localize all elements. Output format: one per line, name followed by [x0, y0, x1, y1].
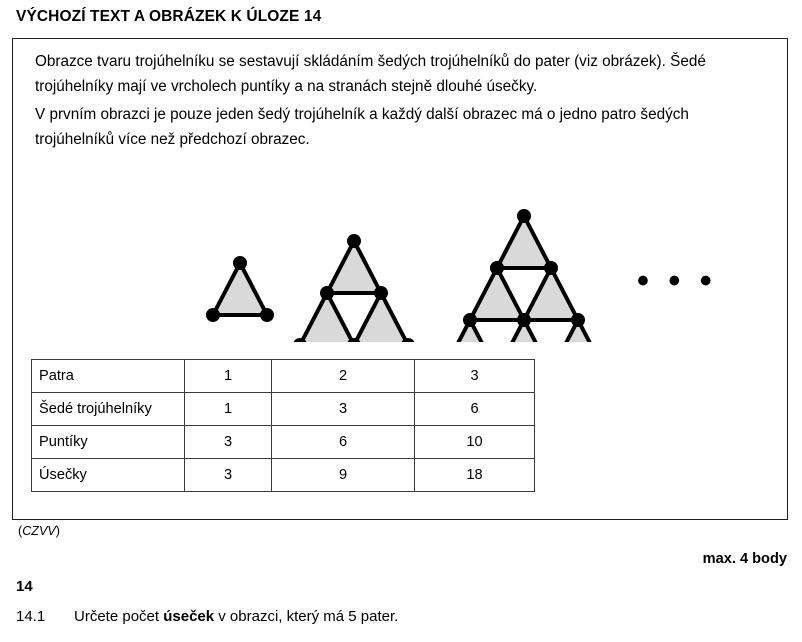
- row-value: 2: [272, 360, 415, 393]
- stimulus-paragraph-2: V prvním obrazci je pouze jeden šedý trojúhelník a každý další obrazec má o jedno patro šedých trojúhelníků více než předchozí obrazec.: [35, 106, 689, 148]
- vertex-dot: [463, 313, 477, 327]
- sequence-table: [31, 359, 535, 492]
- vertex-dot: [347, 234, 361, 248]
- gray-triangle: [497, 216, 551, 268]
- vertex-dot: [517, 209, 531, 223]
- row-value: 3: [415, 360, 535, 393]
- row-value: 9: [272, 459, 415, 492]
- row-value: 6: [272, 426, 415, 459]
- row-value: 6: [415, 393, 535, 426]
- table-row: [32, 459, 535, 492]
- table-row: [32, 426, 535, 459]
- row-value: 3: [272, 393, 415, 426]
- gray-triangle: [213, 263, 267, 315]
- vertex-dot: [320, 286, 334, 300]
- gray-triangle: [470, 268, 524, 320]
- vertex-dot: [571, 313, 585, 327]
- row-value: 3: [185, 426, 272, 459]
- row-value: 10: [415, 426, 535, 459]
- paren-open: (: [18, 524, 23, 538]
- table-row: [32, 393, 535, 426]
- max-points-label: max. 4 body: [702, 551, 787, 567]
- paren-close: ): [55, 524, 60, 538]
- row-label: Patra: [32, 360, 185, 393]
- subtask-text-after: v obrazci, který má 5 pater.: [214, 608, 399, 625]
- gray-triangle: [524, 268, 578, 320]
- page-title: VÝCHOZÍ TEXT A OBRÁZEK K ÚLOZE 14: [16, 8, 322, 25]
- row-label: Šedé trojúhelníky: [32, 393, 185, 426]
- vertex-dot: [544, 261, 558, 275]
- vertex-dot: [517, 313, 531, 327]
- gray-triangle: [300, 293, 354, 342]
- sequence-continues-ellipsis: • • •: [637, 262, 717, 300]
- row-value: 18: [415, 459, 535, 492]
- subtask-text-before: Určete počet: [74, 608, 164, 625]
- vertex-dot: [206, 308, 220, 322]
- vertex-dot: [260, 308, 274, 322]
- subtask-text-emphasis: úseček: [163, 608, 215, 625]
- table-row: [32, 360, 535, 393]
- stimulus-paragraph-1: Obrazce tvaru trojúhelníku se sestavují skládáním šedých trojúhelníků do pater (viz obrázek). Šedé trojúhelníky mají ve vrcholech puntíky a na stranách stejně dlouhé úsečky.: [35, 53, 706, 95]
- figure-2-two-levels: [293, 234, 415, 342]
- vertex-dot: [233, 256, 247, 270]
- source-attribution: [18, 524, 60, 538]
- vertex-dot: [490, 261, 504, 275]
- subtask-14-1: [16, 608, 398, 625]
- stimulus-box: [12, 38, 788, 520]
- source-code: CZVV: [22, 524, 56, 538]
- row-value: 3: [185, 459, 272, 492]
- triangle-figures-group: [13, 157, 787, 382]
- vertex-dot: [374, 286, 388, 300]
- row-label: Puntíky: [32, 426, 185, 459]
- row-value: 1: [185, 393, 272, 426]
- gray-triangle: [327, 241, 381, 293]
- figure-3-three-levels: [436, 209, 612, 342]
- subtask-id: 14.1: [16, 608, 46, 625]
- figure-1-one-level: [206, 256, 274, 322]
- triangle-sequence-diagram: [13, 157, 787, 342]
- row-label: Úsečky: [32, 459, 185, 492]
- task-number: 14: [16, 578, 33, 595]
- gray-triangle: [354, 293, 408, 342]
- row-value: 1: [185, 360, 272, 393]
